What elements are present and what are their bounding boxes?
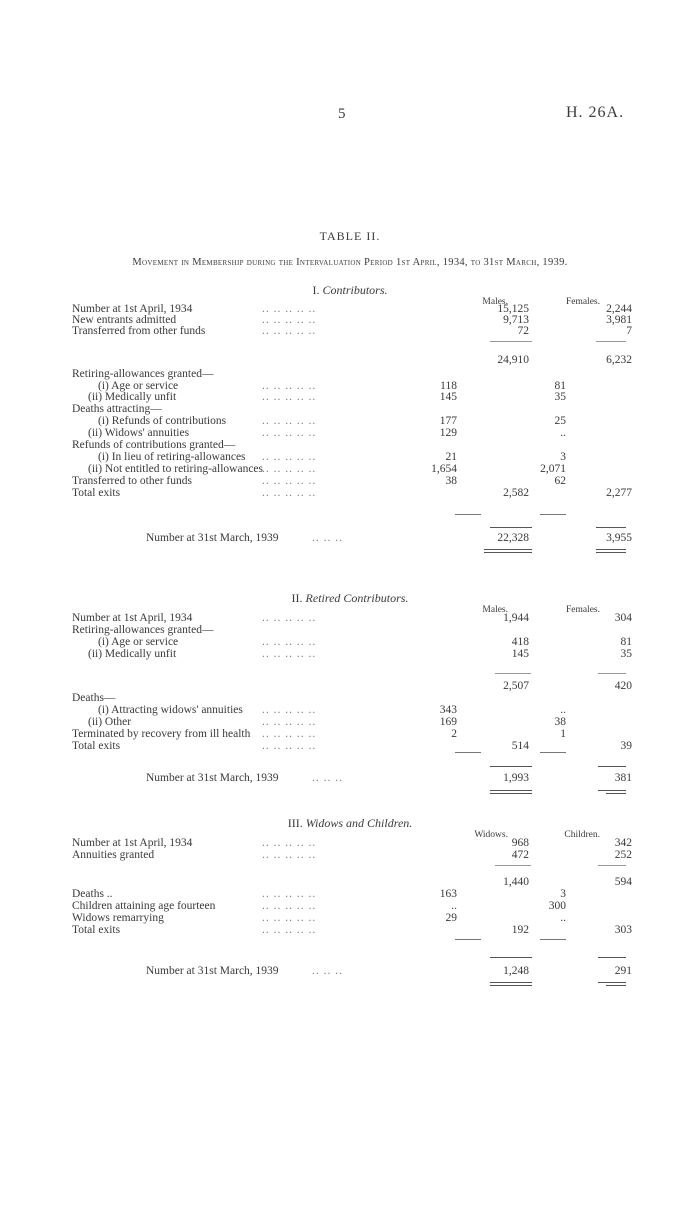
dot-leader: .. .. .. .. .. [262, 716, 317, 728]
section-1-closing-females: 3,955 [606, 532, 632, 544]
section-3-col-widows: Widows. [474, 830, 508, 840]
row-label: (ii) Widows' annuities [88, 427, 190, 439]
table-row [72, 648, 632, 661]
row-value-f2: 6,232 [606, 354, 632, 366]
row-value-m1: 177 [439, 415, 457, 427]
table-title: TABLE II. [319, 229, 381, 243]
row-value-m2: 72 [517, 325, 529, 337]
row-value-f2: 81 [620, 636, 632, 648]
section-2-closing-label: Number at 31st March, 1939 [146, 772, 279, 784]
dot-leader: .. .. .. .. .. [262, 900, 317, 912]
row-value-m2: 514 [511, 740, 529, 752]
document-reference: H. 26A. [566, 104, 625, 121]
table-rule [598, 957, 626, 958]
dot-leader: .. .. .. .. .. [262, 463, 317, 475]
row-label: Deaths .. [72, 888, 113, 900]
table-rule [596, 341, 626, 342]
section-1-title [0, 283, 700, 298]
table-rule [490, 341, 532, 342]
row-value-f2: 35 [620, 648, 632, 660]
row-value-f1: 35 [554, 391, 566, 403]
dot-leader: .. .. .. .. .. [262, 704, 317, 716]
row-label: Retiring-allowances granted— [72, 368, 214, 380]
dot-leader: .. .. .. .. .. [262, 487, 317, 499]
row-label: Number at 1st April, 1934 [72, 837, 193, 849]
row-value-f2: 2,277 [606, 487, 632, 499]
page-number: 5 [338, 106, 346, 122]
table-rule [598, 673, 626, 674]
row-label: Terminated by recovery from ill health [72, 728, 251, 740]
dot-leader: .. .. .. .. .. [262, 912, 317, 924]
table-rule [606, 985, 626, 986]
table-rule [495, 865, 531, 866]
dot-leader: .. .. .. .. .. [262, 740, 317, 752]
table-rule [540, 514, 566, 515]
section-3-number: III. [287, 816, 303, 830]
row-value-f1: .. [560, 912, 566, 924]
row-value-f1: 25 [554, 415, 566, 427]
row-value-m2: 1,944 [503, 612, 529, 624]
row-value-m1: 163 [439, 888, 457, 900]
row-label: Children attaining age fourteen [72, 900, 216, 912]
row-value-m2: 1,440 [503, 876, 529, 888]
row-label: Deaths— [72, 692, 116, 704]
table-rule [484, 552, 532, 553]
dot-leader: .. .. .. .. .. [262, 924, 317, 936]
row-label: Total exits [72, 487, 121, 499]
table-rule [598, 766, 626, 767]
table-rule [484, 549, 532, 550]
row-value-m2: 24,910 [497, 354, 529, 366]
section-2-col-females: Females. [565, 605, 600, 615]
row-label: Number at 1st April, 1934 [72, 303, 193, 315]
row-value-f1: 62 [554, 475, 566, 487]
dot-leader: .. .. .. .. .. [262, 391, 317, 403]
row-value-f2: 342 [614, 837, 632, 849]
row-label: (ii) Other [88, 716, 132, 728]
row-value-f2: 2,244 [606, 303, 632, 315]
row-value-f1: 1 [560, 728, 566, 740]
row-value-f1: .. [560, 427, 566, 439]
dot-leader: .. .. .. .. .. [262, 451, 317, 463]
table-rule [490, 790, 532, 791]
table-rule [596, 552, 626, 553]
section-2-closing-row [72, 772, 632, 785]
row-label: New entrants admitted [72, 314, 177, 326]
section-2-col-males: Males. [482, 605, 508, 615]
table-rule [490, 982, 532, 983]
row-value-f2: 7 [626, 325, 632, 337]
section-1-col-males: Males. [482, 297, 508, 307]
table-rule [598, 865, 626, 866]
table-row [72, 487, 632, 500]
section-3-title [0, 816, 700, 831]
section-3-closing-row [72, 965, 632, 978]
section-3-col-children: Children. [564, 830, 600, 840]
row-value-m2: 9,713 [503, 314, 529, 326]
table-rule [596, 549, 626, 550]
row-value-f1: 81 [554, 380, 566, 392]
row-label: Total exits [72, 740, 121, 752]
dot-leader: .. .. .. [312, 965, 343, 977]
dot-leader: .. .. .. [312, 772, 343, 784]
dot-leader: .. .. .. .. .. [262, 612, 317, 624]
section-3-closing-label: Number at 31st March, 1939 [146, 965, 279, 977]
row-value-m1: 1,654 [431, 463, 457, 475]
row-value-f2: 304 [614, 612, 632, 624]
dot-leader: .. .. .. .. .. [262, 636, 317, 648]
row-label: (ii) Medically unfit [88, 391, 177, 403]
row-value-m1: .. [451, 900, 457, 912]
row-label: (ii) Not entitled to retiring-allowances [88, 463, 263, 475]
row-value-f1: 38 [554, 716, 566, 728]
dot-leader: .. .. .. .. .. [262, 837, 317, 849]
row-value-m1: 29 [445, 912, 457, 924]
section-2-title [0, 591, 700, 606]
dot-leader: .. .. .. .. .. [262, 314, 317, 326]
section-1-col-females: Females. [565, 297, 600, 307]
section-1-closing-males: 22,328 [497, 532, 529, 544]
table-row [72, 354, 632, 367]
row-value-m1: 38 [445, 475, 457, 487]
table-row [72, 849, 632, 862]
row-value-m2: 472 [511, 849, 529, 861]
row-value-m2: 145 [511, 648, 529, 660]
section-1-closing-label: Number at 31st March, 1939 [146, 532, 279, 544]
row-label: Transferred to other funds [72, 475, 192, 487]
row-value-f2: 3,981 [606, 314, 632, 326]
section-2-name: Retired Contributors. [305, 591, 409, 605]
table-rule [490, 985, 532, 986]
section-2-closing-males: 1,993 [503, 772, 529, 784]
table-rule [606, 793, 626, 794]
row-value-f1: 3 [560, 888, 566, 900]
row-value-f2: 420 [614, 680, 632, 692]
section-3-closing-widows: 1,248 [503, 965, 529, 977]
dot-leader: .. .. .. .. .. [262, 849, 317, 861]
section-3-name: Widows and Children. [305, 816, 413, 830]
section-1-name: Contributors. [322, 283, 388, 297]
dot-leader: .. .. .. .. .. [262, 415, 317, 427]
row-value-m2: 418 [511, 636, 529, 648]
row-value-m1: 129 [439, 427, 457, 439]
table-rule [495, 673, 531, 674]
row-label: Refunds of contributions granted— [72, 439, 236, 451]
row-label: Widows remarrying [72, 912, 164, 924]
row-value-m1: 21 [445, 451, 457, 463]
row-value-m1: 169 [439, 716, 457, 728]
table-rule [490, 766, 532, 767]
row-value-f2: 39 [620, 740, 632, 752]
table-rule [455, 514, 481, 515]
table-row [72, 740, 632, 753]
table-rule [490, 527, 532, 528]
table-rule [598, 982, 626, 983]
row-label: (i) Age or service [98, 380, 179, 392]
dot-leader: .. .. .. [312, 532, 343, 544]
table-rule [490, 793, 532, 794]
table-rule [598, 790, 626, 791]
row-label: (ii) Medically unfit [88, 648, 177, 660]
row-value-m1: 2 [451, 728, 457, 740]
row-label: (i) Age or service [98, 636, 179, 648]
dot-leader: .. .. .. .. .. [262, 888, 317, 900]
row-label: (i) Attracting widows' annuities [98, 704, 243, 716]
section-2-number: II. [291, 591, 303, 605]
row-value-f2: 252 [614, 849, 632, 861]
row-value-m2: 15,125 [497, 303, 529, 315]
row-label: Deaths attracting— [72, 403, 162, 415]
section-2-closing-females: 381 [614, 772, 632, 784]
row-value-m1: 343 [439, 704, 457, 716]
table-rule [455, 939, 481, 940]
row-label: Number at 1st April, 1934 [72, 612, 193, 624]
row-value-m1: 145 [439, 391, 457, 403]
row-value-f1: 2,071 [540, 463, 566, 475]
row-label: Total exits [72, 924, 121, 936]
row-value-f2: 594 [614, 876, 632, 888]
section-3-closing-children: 291 [614, 965, 632, 977]
row-value-m2: 192 [511, 924, 529, 936]
row-value-m2: 2,582 [503, 487, 529, 499]
row-value-f1: .. [560, 704, 566, 716]
dot-leader: .. .. .. .. .. [262, 475, 317, 487]
dot-leader: .. .. .. .. .. [262, 325, 317, 337]
dot-leader: .. .. .. .. .. [262, 728, 317, 740]
table-row [72, 924, 632, 937]
row-label: Retiring-allowances granted— [72, 624, 214, 636]
row-label: (i) In lieu of retiring-allowances [98, 451, 246, 463]
row-label: Transferred from other funds [72, 325, 206, 337]
dot-leader: .. .. .. .. .. [262, 303, 317, 315]
row-label: Annuities granted [72, 849, 155, 861]
dot-leader: .. .. .. .. .. [262, 427, 317, 439]
row-value-m1: 118 [440, 380, 457, 392]
row-value-f1: 3 [560, 451, 566, 463]
row-value-m2: 968 [511, 837, 529, 849]
dot-leader: .. .. .. .. .. [262, 380, 317, 392]
table-rule [540, 939, 566, 940]
section-1-number: I. [312, 283, 320, 297]
row-label: (i) Refunds of contributions [98, 415, 227, 427]
table-subtitle: Movement in Membership during the Intervaluation Period 1st April, 1934, to 31st March, 1939. [132, 257, 568, 268]
row-value-f1: 300 [548, 900, 566, 912]
section-1-closing-row [72, 532, 632, 545]
table-row [72, 325, 632, 338]
table-rule [490, 957, 532, 958]
row-value-f2: 303 [614, 924, 632, 936]
table-rule [596, 527, 626, 528]
dot-leader: .. .. .. .. .. [262, 648, 317, 660]
row-value-m2: 2,507 [503, 680, 529, 692]
